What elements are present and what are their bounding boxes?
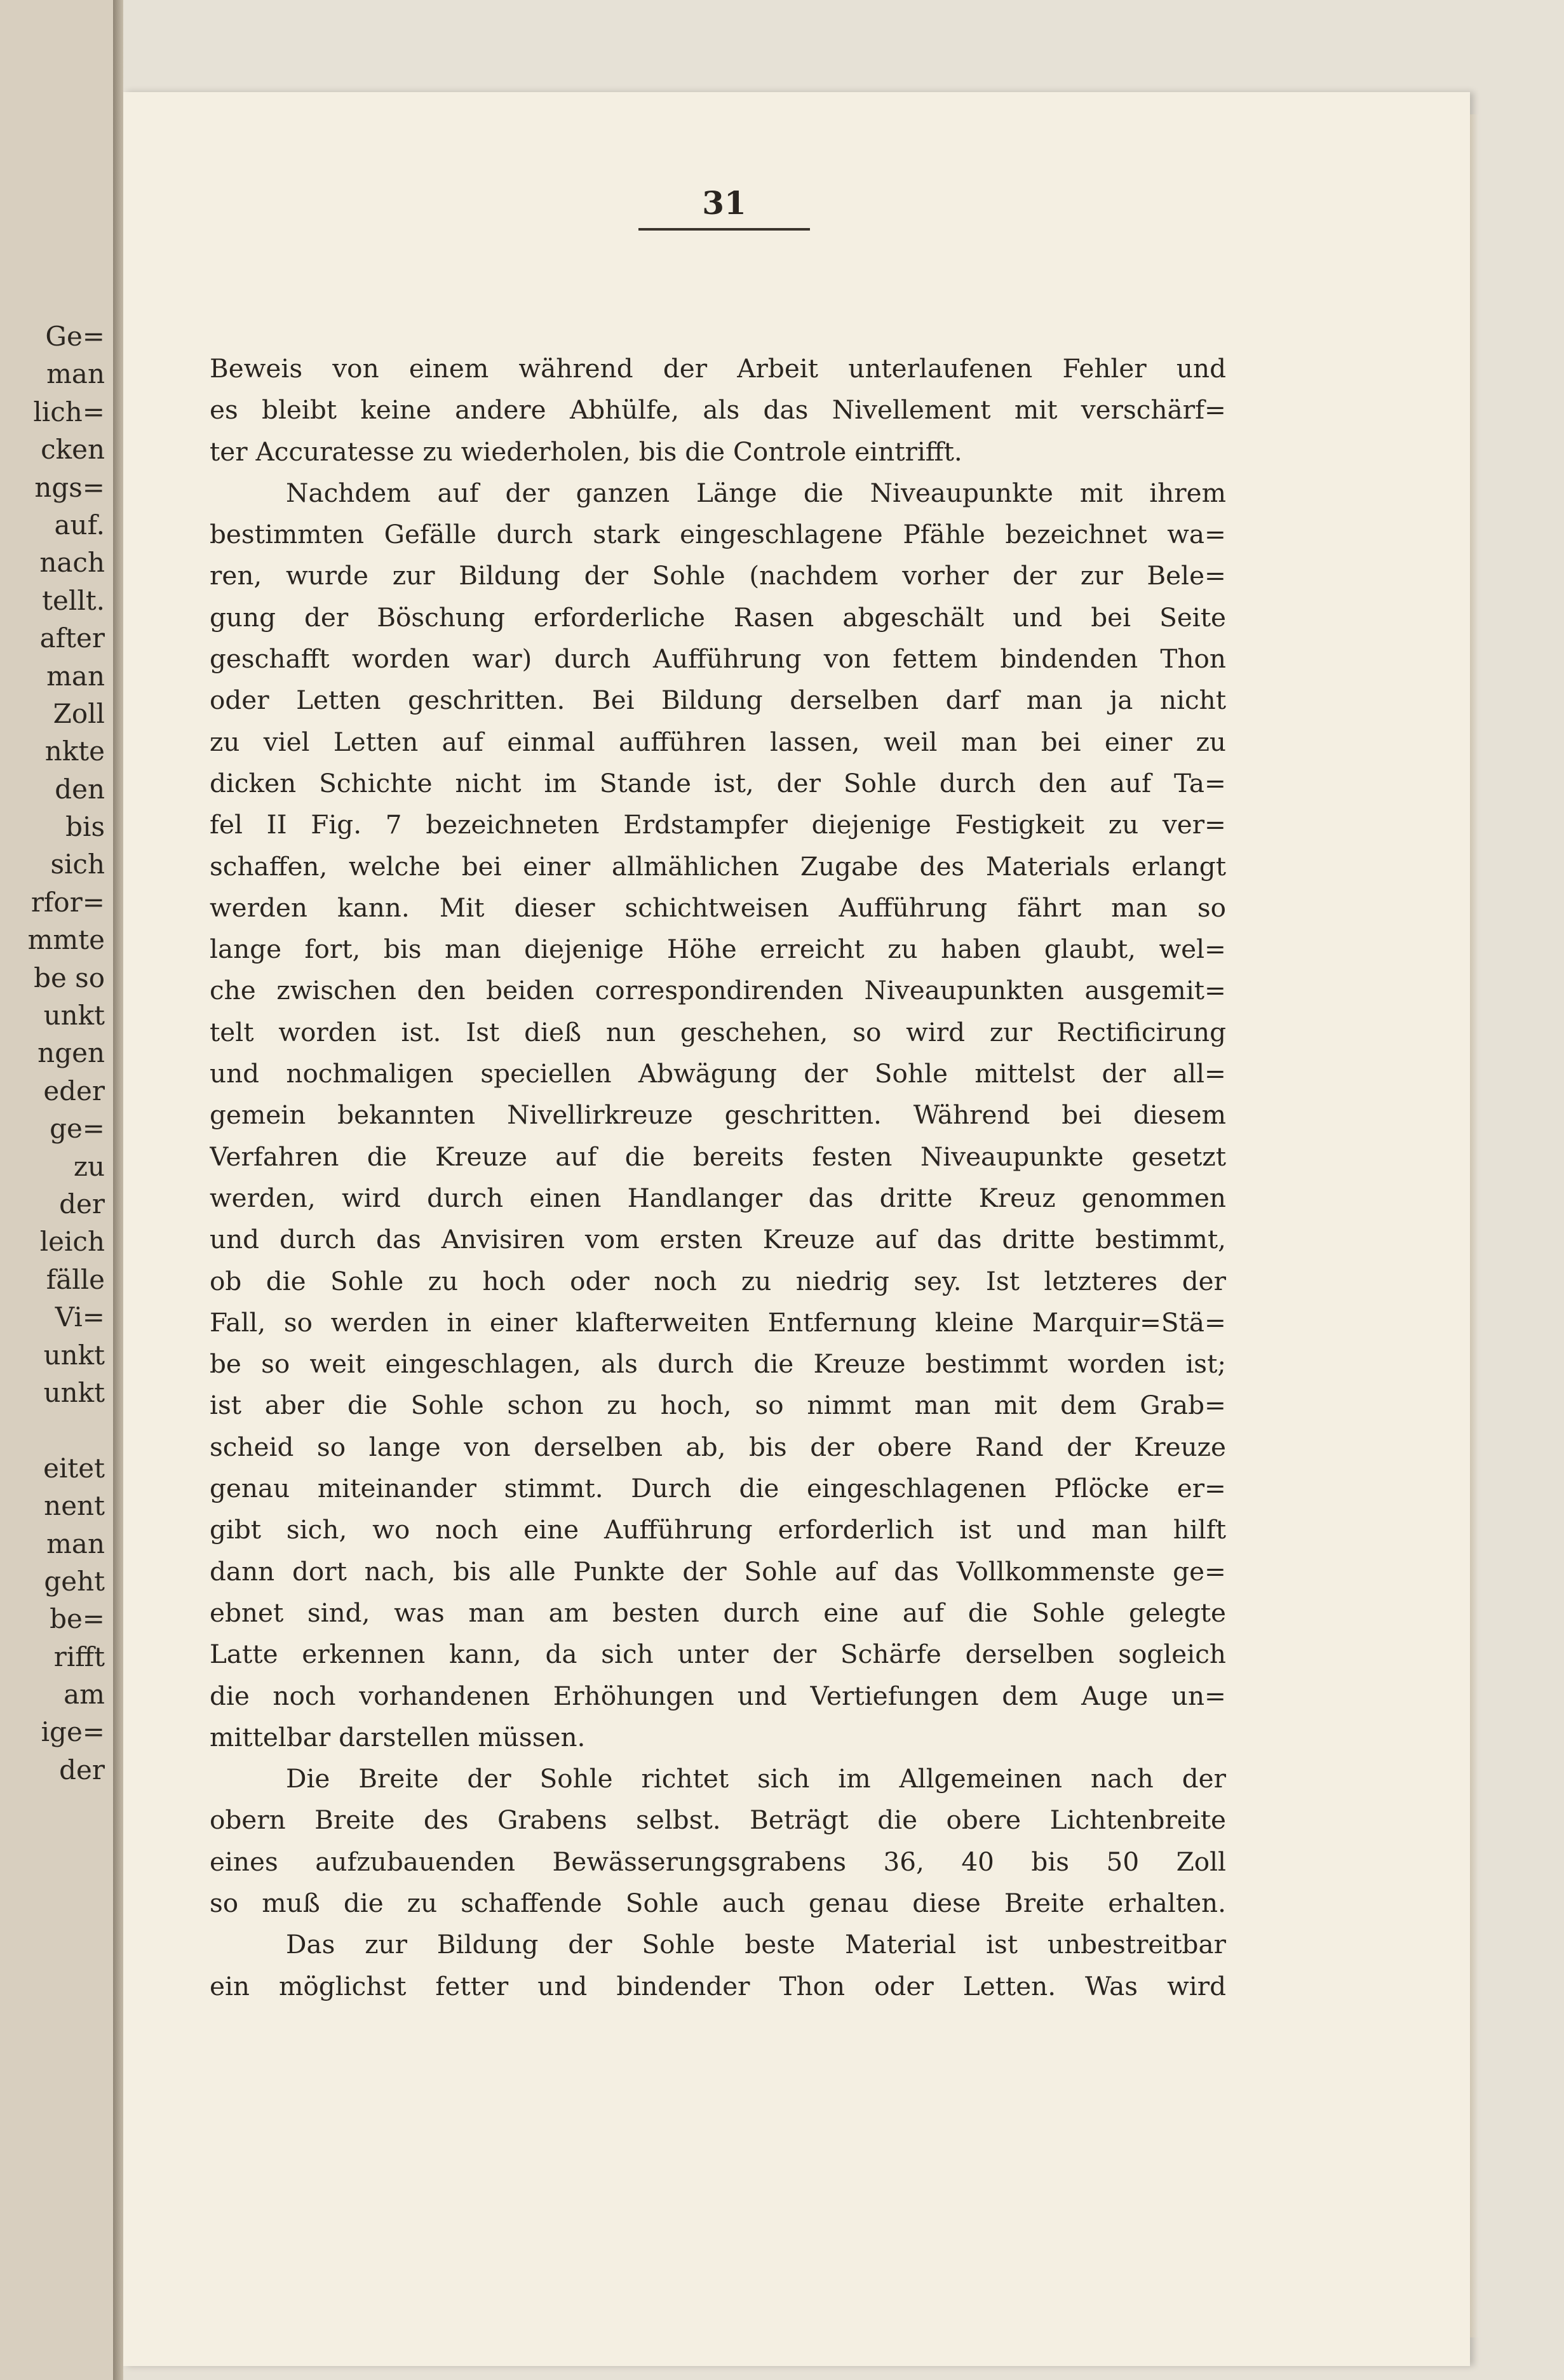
facing-page-line-fragments [0,318,111,1789]
text-line: che zwischen den beiden correspondirenden Niveaupunkten ausgemit= [210,975,1226,1006]
text-line: Verfahren die Kreuze auf die bereits festen Niveaupunkte gesetzt [210,1141,1226,1172]
text-line: telt worden ist. Ist dieß nun geschehen, so wird zur Rectificirung [210,1016,1226,1047]
facing-page-fragment: eder [43,1075,105,1106]
facing-page-fragment: unkt [43,1000,105,1032]
text-line: es bleibt keine andere Abhülfe, als das Nivellement mit verschärf= [210,394,1226,426]
facing-page-fragment: der [59,1188,105,1220]
facing-page-fragment: unkt [43,1376,105,1408]
facing-page-fragment: nach [39,547,105,579]
facing-page-fragment: geht [44,1565,105,1597]
text-line: Nachdem auf der ganzen Länge die Niveaupunkte mit ihrem [286,477,1226,508]
facing-page-fragment: ige= [41,1716,105,1748]
text-line: schaffen, welche bei einer allmählichen Zugabe des Materials erlangt [210,850,1226,882]
text-line: dann dort nach, bis alle Punkte der Sohle auf das Vollkommenste ge= [210,1556,1226,1587]
facing-page-fragment: leich [39,1226,105,1258]
facing-page-fragment: bis [65,811,105,843]
text-line: ren, wurde zur Bildung der Sohle (nachdem vorher der zur Bele= [210,560,1226,591]
facing-page-fragment: tellt. [42,584,105,616]
facing-page-fragment [0,1411,111,1449]
facing-page-fragment: ngen [37,1037,105,1069]
facing-page [0,0,114,2380]
text-line: werden kann. Mit dieser schichtweisen Aufführung fährt man so [210,892,1226,923]
text-line: obern Breite des Grabens selbst. Beträgt die obere Lichtenbreite [210,1805,1226,1836]
text-line: Die Breite der Sohle richtet sich im Allgemeinen nach der [286,1763,1226,1794]
facing-page-fragment: den [55,773,105,805]
facing-page-fragment: unkt [43,1339,105,1371]
text-line: oder Letten geschritten. Bei Bildung derselben darf man ja nicht [210,685,1226,716]
page-edge [1470,114,1479,2337]
facing-page-fragment: cken [41,434,105,466]
facing-page-fragment: mmte [27,924,105,956]
text-line: gung der Böschung erforderliche Rasen abgeschält und bei Seite [210,602,1226,633]
text-line: so muß die zu schaffende Sohle auch genau diese Breite erhalten. [210,1887,1226,1918]
text-line: ist aber die Sohle schon zu hoch, so nimmt man mit dem Grab= [210,1390,1226,1421]
text-line: ebnet sind, was man am besten durch eine auf die Sohle gelegte [210,1597,1226,1628]
facing-page-fragment: sich [50,849,105,880]
facing-page-fragment: fälle [46,1263,105,1295]
facing-page-fragment: nent [44,1490,105,1522]
text-line: dicken Schichte nicht im Stande ist, der Sohle durch den auf Ta= [210,767,1226,798]
text-line: ob die Sohle zu hoch oder noch zu niedrig sey. Ist letzteres der [210,1265,1226,1296]
facing-page-fragment: Ge= [45,321,105,352]
facing-page-fragment: Zoll [53,697,105,729]
text-line: Beweis von einem während der Arbeit unterlaufenen Fehler und [210,353,1226,384]
body-text [210,348,1226,2007]
facing-page-fragment: ngs= [34,471,105,503]
facing-page-fragment: rfor= [30,886,105,918]
facing-page-fragment: der [59,1754,105,1785]
text-line: werden, wird durch einen Handlanger das dritte Kreuz genommen [210,1182,1226,1213]
facing-page-fragment: am [64,1679,105,1711]
facing-page-fragment: zu [73,1150,105,1182]
text-line: und nochmaligen speciellen Abwägung der Sohle mittelst der all= [210,1058,1226,1089]
facing-page-fragment: rifft [53,1641,105,1672]
text-line: mittelbar darstellen müssen. [210,1721,586,1752]
text-line: gibt sich, wo noch eine Aufführung erforderlich ist und man hilft [210,1514,1226,1545]
text-line: lange fort, bis man diejenige Höhe erreicht zu haben glaubt, wel= [210,934,1226,965]
text-line: genau miteinander stimmt. Durch die eingeschlagenen Pflöcke er= [210,1473,1226,1504]
text-line: ein möglichst fetter und bindender Thon oder Letten. Was wird [210,1970,1226,2001]
facing-page-fragment: after [39,622,105,654]
book-gutter [113,0,123,2380]
facing-page-fragment: man [46,660,105,692]
text-line: scheid so lange von derselben ab, bis der obere Rand der Kreuze [210,1431,1226,1462]
facing-page-fragment: nkte [44,736,105,767]
text-line: bestimmten Gefälle durch stark eingeschlagene Pfähle bezeichnet wa= [210,519,1226,550]
text-line: Latte erkennen kann, da sich unter der Schärfe derselben sogleich [210,1639,1226,1670]
text-line: Fall, so werden in einer klafterweiten Entfernung kleine Marquir=Stä= [210,1307,1226,1338]
facing-page-fragment: auf. [54,509,105,541]
facing-page-fragment: man [46,1528,105,1559]
text-line: ter Accuratesse zu wiederholen, bis die Controle eintrifft. [210,436,962,467]
facing-page-fragment: Vi= [55,1301,105,1333]
text-line: geschafft worden war) durch Aufführung von fettem bindenden Thon [210,643,1226,675]
text-line: Das zur Bildung der Sohle beste Material ist unbestreitbar [286,1929,1226,1960]
text-line: die noch vorhandenen Erhöhungen und Vertiefungen dem Auge un= [210,1680,1226,1711]
text-line: fel II Fig. 7 bezeichneten Erdstampfer diejenige Festigkeit zu ver= [210,809,1226,840]
facing-page-fragment: man [46,358,105,390]
text-line: gemein bekannten Nivellirkreuze geschritten. Während bei diesem [210,1099,1226,1131]
page-number: 31 [638,184,810,231]
text-line: zu viel Letten auf einmal aufführen lassen, weil man bei einer zu [210,726,1226,757]
text-line: und durch das Anvisiren vom ersten Kreuze auf das dritte bestimmt, [210,1224,1226,1255]
text-line: eines aufzubauenden Bewässerungsgrabens 36, 40 bis 50 Zoll [210,1846,1226,1877]
facing-page-fragment: ge= [50,1113,105,1145]
facing-page-fragment: lich= [33,396,105,427]
text-line: be so weit eingeschlagen, als durch die Kreuze bestimmt worden ist; [210,1348,1226,1380]
facing-page-fragment: be= [50,1603,105,1635]
facing-page-fragment: be so [34,962,105,993]
facing-page-fragment: eitet [43,1452,105,1484]
